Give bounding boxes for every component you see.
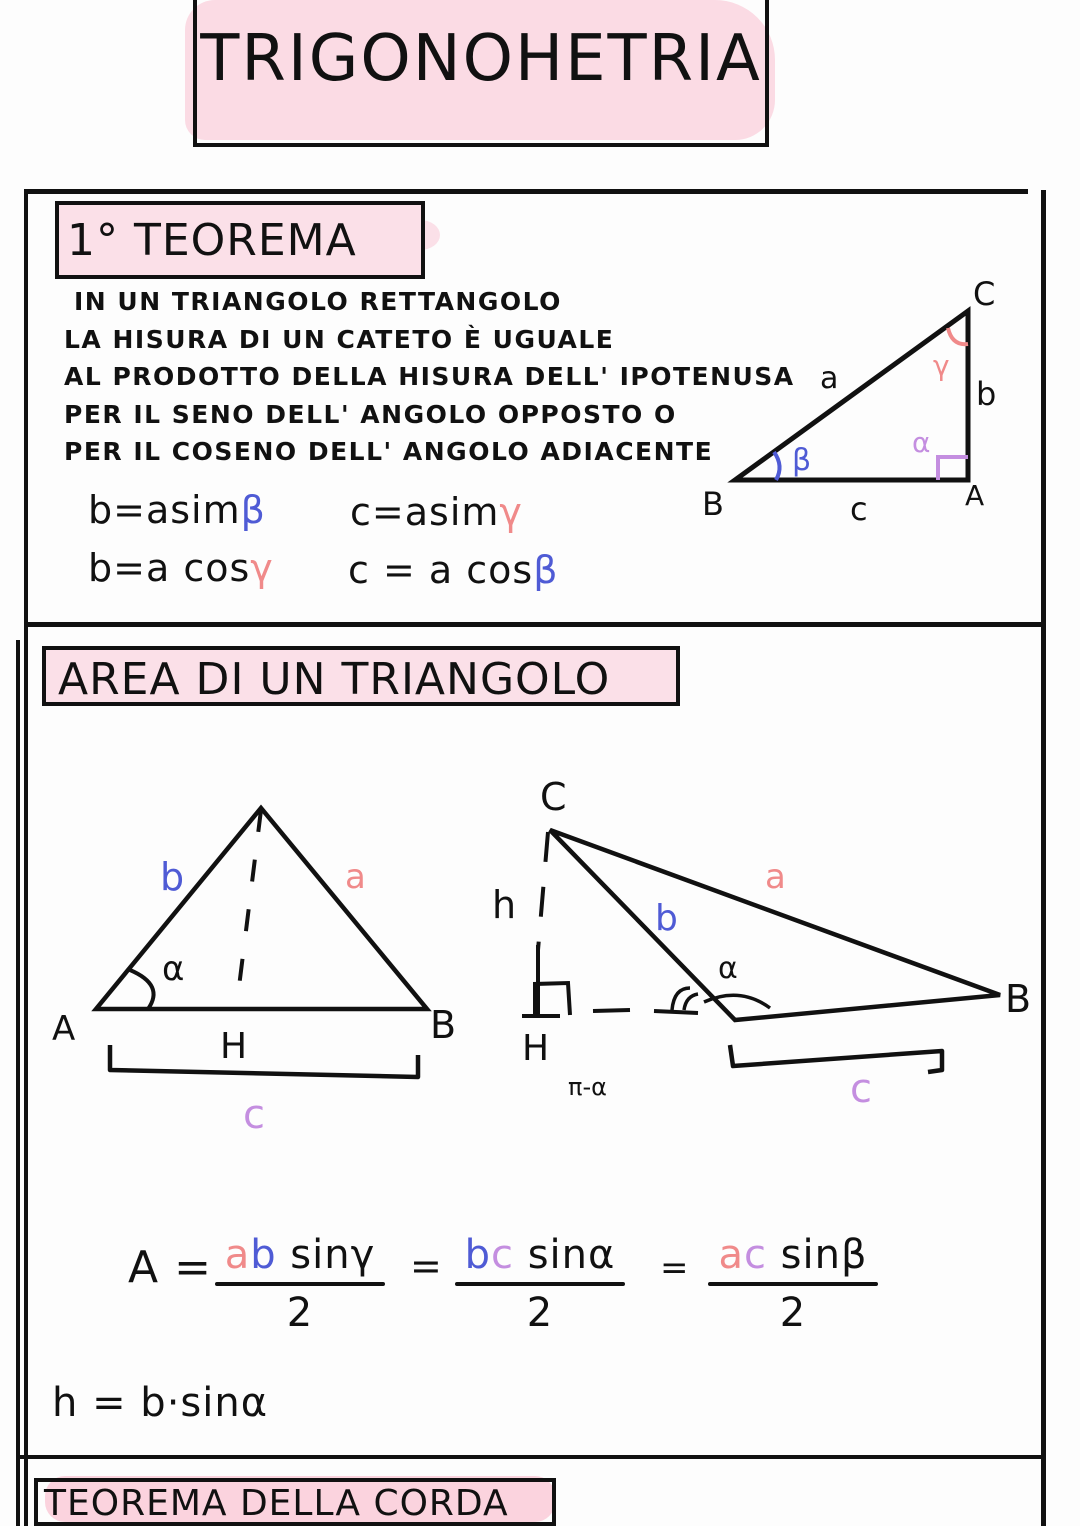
- foot-label-h: H: [220, 1026, 248, 1067]
- section-heading-box: [55, 201, 425, 279]
- formula-angle: γ: [250, 546, 274, 590]
- section-divider: [28, 622, 1044, 627]
- section-heading: 1° TEOREMA: [67, 215, 357, 266]
- side-label-a: a: [820, 361, 839, 396]
- supplement-label: π-α: [568, 1073, 607, 1101]
- equals-sign: =: [660, 1248, 690, 1288]
- formula-angle: β: [533, 548, 559, 592]
- base-label-c: c: [850, 1066, 872, 1112]
- section-heading: TEOREMA DELLA CORDA: [44, 1483, 509, 1524]
- angle: γ: [350, 1232, 376, 1278]
- side-label-b: b: [655, 898, 678, 939]
- coef: c: [743, 1232, 767, 1278]
- area-fraction: [215, 1232, 385, 1336]
- side-label-a: a: [345, 857, 366, 897]
- vertex-label-b: B: [1005, 977, 1032, 1021]
- formula-text: c=asim: [350, 490, 500, 534]
- vertex-label-c: C: [973, 275, 996, 313]
- formula: [88, 546, 274, 590]
- page-title: TRIGONOHETRIA: [200, 22, 762, 96]
- fraction-numerator: [215, 1232, 385, 1278]
- height-label-h: h: [492, 883, 517, 927]
- formula-angle: β: [240, 488, 266, 532]
- formula: [348, 548, 558, 592]
- fraction-denominator: 2: [779, 1290, 807, 1336]
- fraction-numerator: [708, 1232, 878, 1278]
- area-fraction: [708, 1232, 878, 1336]
- angle-label-alpha: α: [162, 949, 185, 989]
- formula: [350, 490, 523, 534]
- base-label-c: c: [243, 1092, 265, 1138]
- coef: b: [250, 1232, 277, 1278]
- angle-label-alpha: α: [718, 951, 738, 986]
- vertex-label-b: B: [430, 1003, 457, 1047]
- paragraph-line: AL PRODOTTO DELLA HISURA DELL' IPOTENUSA: [64, 362, 795, 391]
- paragraph-line: IN UN TRIANGOLO RETTANGOLO: [74, 287, 562, 316]
- right-triangle-diagram: [690, 270, 1030, 530]
- formula-text: b=a cos: [88, 546, 251, 590]
- obtuse-triangle-diagram: [480, 770, 1050, 1130]
- side-label-a: a: [765, 857, 786, 897]
- formula-text: c = a cos: [348, 548, 534, 592]
- section-divider: [18, 1455, 1042, 1459]
- paragraph-line: PER IL SENO DELL' ANGOLO OPPOSTO O: [64, 399, 677, 429]
- formula: [88, 488, 266, 532]
- side-label-c: c: [850, 490, 868, 528]
- formula-angle: γ: [499, 490, 523, 534]
- side-label-b: b: [160, 855, 185, 899]
- height-formula: h = b·sinα: [52, 1380, 269, 1426]
- fraction-numerator: [455, 1232, 625, 1278]
- coef: a: [224, 1232, 251, 1278]
- section-heading-box: [34, 1478, 556, 1526]
- formula-text: b=asim: [88, 488, 241, 532]
- fraction-bar: [708, 1282, 878, 1286]
- coef: b: [464, 1232, 491, 1278]
- coef: a: [718, 1232, 744, 1278]
- angle-label-beta: β: [792, 443, 812, 478]
- paragraph-line: LA HISURA DI UN CATETO È UGUALE: [64, 324, 615, 354]
- vertex-label-a: A: [965, 479, 985, 512]
- vertex-label-b: B: [702, 485, 724, 523]
- acute-triangle-diagram: [40, 780, 490, 1150]
- fn: sin: [513, 1232, 589, 1278]
- theorem-paragraph: [64, 283, 795, 471]
- angle-label-alpha: α: [912, 426, 931, 459]
- vertex-label-a: A: [52, 1009, 76, 1049]
- angle: α: [588, 1232, 616, 1278]
- section-heading: AREA DI UN TRIANGOLO: [58, 654, 611, 705]
- section-heading-box: [42, 646, 680, 706]
- fraction-denominator: 2: [526, 1290, 554, 1336]
- fn: sin: [766, 1232, 841, 1278]
- side-label-b: b: [976, 375, 997, 413]
- frame-top-border: [24, 189, 1028, 194]
- area-fraction: [455, 1232, 625, 1336]
- coef: c: [490, 1232, 514, 1278]
- frame-left-border-lower: [16, 640, 20, 1526]
- foot-label-h: H: [522, 1028, 550, 1069]
- frame-left-border: [24, 190, 28, 1526]
- area-formula-lhs: A =: [128, 1242, 212, 1293]
- angle: β: [841, 1232, 868, 1278]
- fraction-bar: [455, 1282, 625, 1286]
- paragraph-line: PER IL COSENO DELL' ANGOLO ADIACENTE: [64, 437, 714, 466]
- fraction-denominator: 2: [286, 1290, 314, 1336]
- fraction-bar: [215, 1282, 385, 1286]
- fn: sin: [276, 1232, 351, 1278]
- equals-sign: =: [410, 1244, 443, 1288]
- angle-label-gamma: γ: [933, 349, 950, 382]
- vertex-label-c: C: [540, 775, 567, 819]
